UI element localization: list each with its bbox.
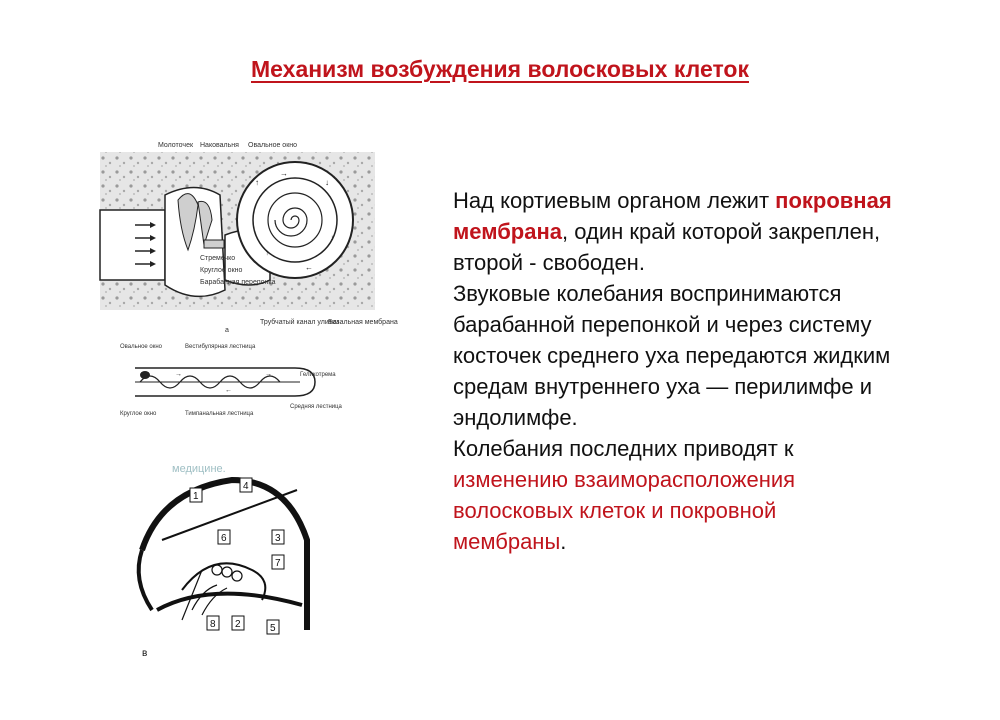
organ-of-corti-diagram	[122, 460, 322, 660]
label-helicotrema: Геликотрема	[300, 372, 336, 378]
label-tympanic: Барабанная перепонка	[200, 279, 276, 286]
paragraph-2: Звуковые колебания воспринимаются барабанной перепонкой и через систему косточек среднего уха передаются жидким средам внутреннего уха — перилимфе и эндолимфе.	[453, 281, 891, 430]
marker-6: 6	[221, 533, 227, 544]
ear-anatomy-diagram	[100, 140, 398, 334]
marker-4: 4	[243, 481, 249, 492]
label-cochlear-canal: Трубчатый канал улитки	[260, 319, 339, 326]
figure-c-letter: в	[142, 648, 148, 659]
paragraph-3-start: Колебания последних приводят к	[453, 436, 794, 461]
marker-8: 8	[210, 619, 216, 630]
label-oval-window: Овальное окно	[248, 142, 298, 149]
label-stapes: Стремечко	[200, 255, 236, 262]
paragraph-1	[453, 185, 893, 278]
svg-text:↑: ↑	[265, 248, 269, 257]
marker-1: 1	[193, 491, 199, 502]
label-scala-media: Средняя лестница	[290, 404, 342, 410]
svg-text:→: →	[265, 371, 272, 378]
marker-2: 2	[235, 619, 241, 630]
svg-text:↓: ↓	[330, 233, 334, 242]
svg-text:→: →	[175, 371, 182, 378]
uncoiled-cochlea-diagram	[115, 340, 355, 430]
svg-text:↑: ↑	[255, 178, 259, 187]
label-incus: Наковальня	[200, 142, 239, 149]
svg-text:→: →	[280, 169, 288, 178]
label-scala-tympani: Тимпанальная лестница	[185, 411, 254, 417]
tectorial-membrane-term: покровная мембрана	[453, 188, 892, 244]
label-basilar: Базальная мембрана	[328, 319, 398, 326]
svg-text:↓: ↓	[325, 178, 329, 187]
paragraph-3-end: .	[560, 529, 567, 554]
label-round-window-b: Круглое окно	[120, 411, 157, 417]
paragraph-1-end: , один край которой закреплен, второй - свободен.	[453, 219, 881, 275]
marker-5: 5	[270, 623, 276, 634]
svg-text:←: ←	[305, 263, 313, 272]
paragraph-3	[453, 433, 893, 557]
label-round-window: Круглое окно	[200, 267, 243, 274]
label-malleus: Молоточек	[158, 142, 194, 149]
label-oval-window-b: Овальное окно	[120, 344, 163, 350]
paragraph-1-start: Над кортиевым органом лежит	[453, 188, 776, 213]
body-text	[453, 185, 893, 557]
marker-7: 7	[275, 558, 281, 569]
watermark-text: медицине.	[172, 463, 226, 475]
paragraph-3-highlight: изменению взаиморасположения волосковых клеток и покровной мембраны	[453, 467, 796, 554]
slide-title: Механизм возбуждения волосковых клеток	[251, 56, 749, 82]
figure-a-letter: а	[225, 327, 229, 334]
marker-3: 3	[275, 533, 281, 544]
label-scala-vestibuli: Вестибулярная лестница	[185, 344, 256, 350]
svg-text:←: ←	[225, 387, 232, 394]
